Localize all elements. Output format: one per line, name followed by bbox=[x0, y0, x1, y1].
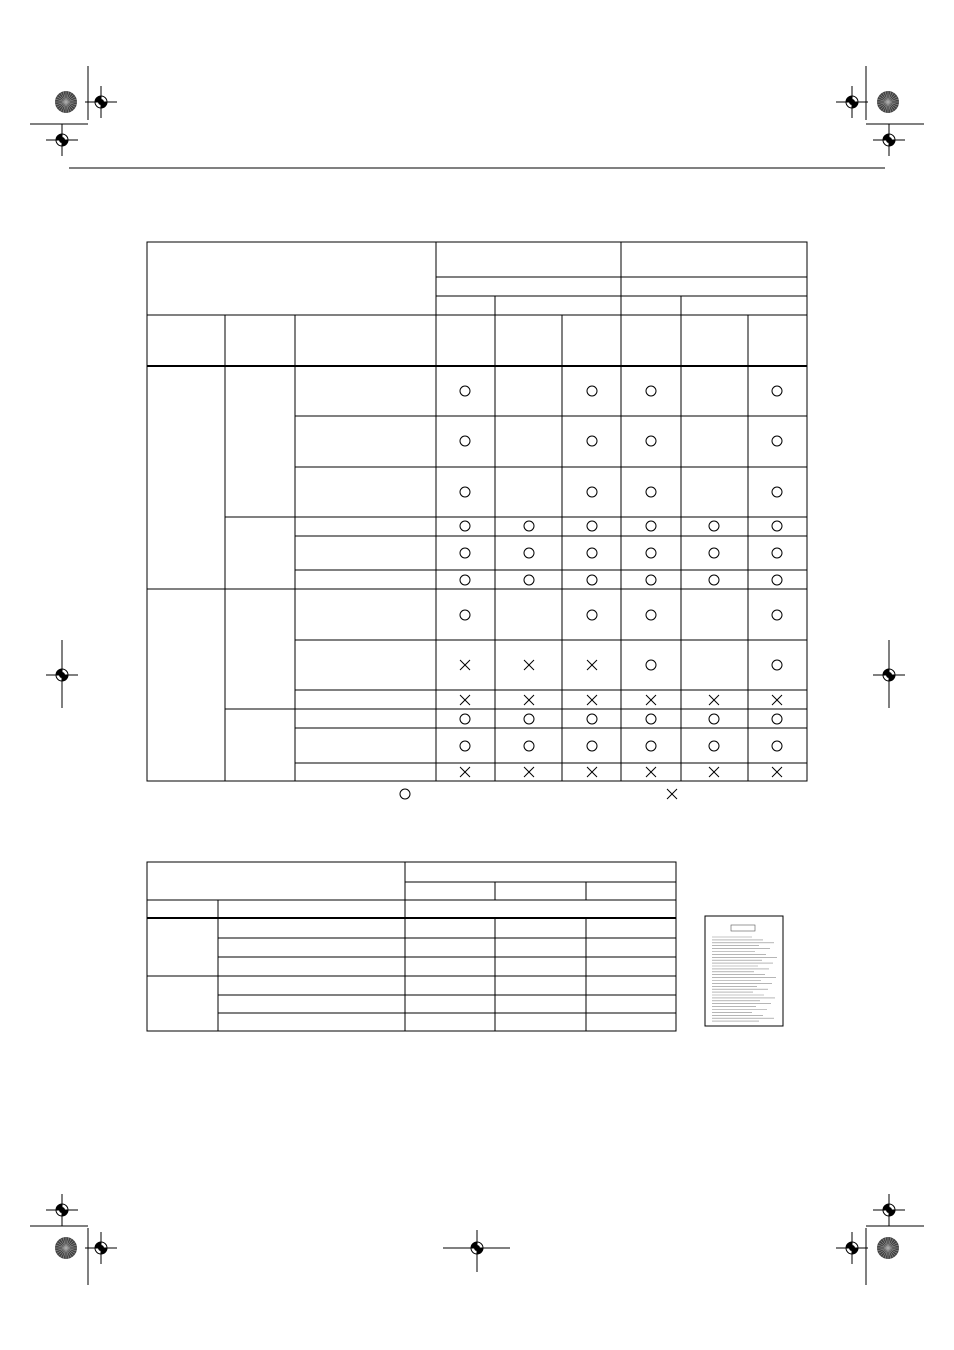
cross-icon bbox=[646, 695, 656, 705]
circle-icon bbox=[709, 575, 719, 585]
circle-icon bbox=[460, 741, 470, 751]
circle-icon bbox=[709, 521, 719, 531]
circle-icon bbox=[460, 521, 470, 531]
circle-icon bbox=[460, 575, 470, 585]
circle-icon bbox=[709, 714, 719, 724]
circle-icon bbox=[646, 741, 656, 751]
crosshair-icon bbox=[836, 1232, 868, 1264]
legend-ok-icon bbox=[400, 789, 410, 799]
circle-icon bbox=[772, 487, 782, 497]
circle-icon bbox=[646, 548, 656, 558]
circle-icon bbox=[460, 386, 470, 396]
cross-icon bbox=[524, 660, 534, 670]
registration-target-icon bbox=[55, 1237, 77, 1259]
circle-icon bbox=[460, 714, 470, 724]
circle-icon bbox=[646, 521, 656, 531]
circle-icon bbox=[772, 386, 782, 396]
crosshair-icon bbox=[836, 86, 868, 118]
crosshair-icon bbox=[873, 124, 905, 156]
cross-icon bbox=[587, 695, 597, 705]
cross-icon bbox=[772, 695, 782, 705]
circle-icon bbox=[709, 548, 719, 558]
circle-icon bbox=[772, 660, 782, 670]
circle-icon bbox=[772, 436, 782, 446]
circle-icon bbox=[460, 610, 470, 620]
circle-icon bbox=[646, 714, 656, 724]
circle-icon bbox=[587, 436, 597, 446]
circle-icon bbox=[772, 714, 782, 724]
circle-icon bbox=[772, 741, 782, 751]
circle-icon bbox=[587, 487, 597, 497]
registration-target-icon bbox=[877, 91, 899, 113]
crosshair-icon bbox=[85, 86, 117, 118]
circle-icon bbox=[587, 714, 597, 724]
registration-target-icon bbox=[877, 1237, 899, 1259]
cross-icon bbox=[460, 660, 470, 670]
circle-icon bbox=[772, 610, 782, 620]
crosshair-icon bbox=[46, 124, 78, 156]
compatibility-table bbox=[147, 242, 807, 781]
cross-icon bbox=[524, 695, 534, 705]
circle-icon bbox=[524, 521, 534, 531]
registration-marks bbox=[30, 66, 924, 1285]
circle-icon bbox=[587, 521, 597, 531]
summary-table bbox=[147, 862, 676, 1031]
circle-icon bbox=[524, 741, 534, 751]
circle-icon bbox=[646, 660, 656, 670]
circle-icon bbox=[646, 487, 656, 497]
circle-icon bbox=[646, 436, 656, 446]
cross-icon bbox=[460, 695, 470, 705]
reference-sheet-thumbnail bbox=[705, 916, 783, 1026]
cross-icon bbox=[587, 660, 597, 670]
circle-icon bbox=[460, 487, 470, 497]
circle-icon bbox=[709, 741, 719, 751]
circle-icon bbox=[587, 610, 597, 620]
circle-icon bbox=[460, 548, 470, 558]
cross-icon bbox=[772, 767, 782, 777]
legend bbox=[400, 789, 677, 799]
cross-icon bbox=[709, 767, 719, 777]
table1-frame bbox=[147, 242, 807, 781]
circle-icon bbox=[587, 741, 597, 751]
circle-icon bbox=[772, 548, 782, 558]
crosshair-icon bbox=[85, 1232, 117, 1264]
circle-icon bbox=[460, 436, 470, 446]
circle-icon bbox=[587, 575, 597, 585]
cross-icon bbox=[646, 767, 656, 777]
table2-frame bbox=[147, 862, 676, 1031]
circle-icon bbox=[646, 610, 656, 620]
cross-icon bbox=[460, 767, 470, 777]
crosshair-icon bbox=[46, 1194, 78, 1226]
cross-icon bbox=[524, 767, 534, 777]
circle-icon bbox=[587, 548, 597, 558]
circle-icon bbox=[587, 386, 597, 396]
registration-target-icon bbox=[55, 91, 77, 113]
circle-icon bbox=[646, 575, 656, 585]
circle-icon bbox=[772, 521, 782, 531]
cross-icon bbox=[709, 695, 719, 705]
circle-icon bbox=[646, 386, 656, 396]
cross-icon bbox=[587, 767, 597, 777]
circle-icon bbox=[772, 575, 782, 585]
legend-ng-icon bbox=[667, 789, 677, 799]
circle-icon bbox=[524, 575, 534, 585]
circle-icon bbox=[524, 548, 534, 558]
crosshair-icon bbox=[873, 1194, 905, 1226]
circle-icon bbox=[524, 714, 534, 724]
